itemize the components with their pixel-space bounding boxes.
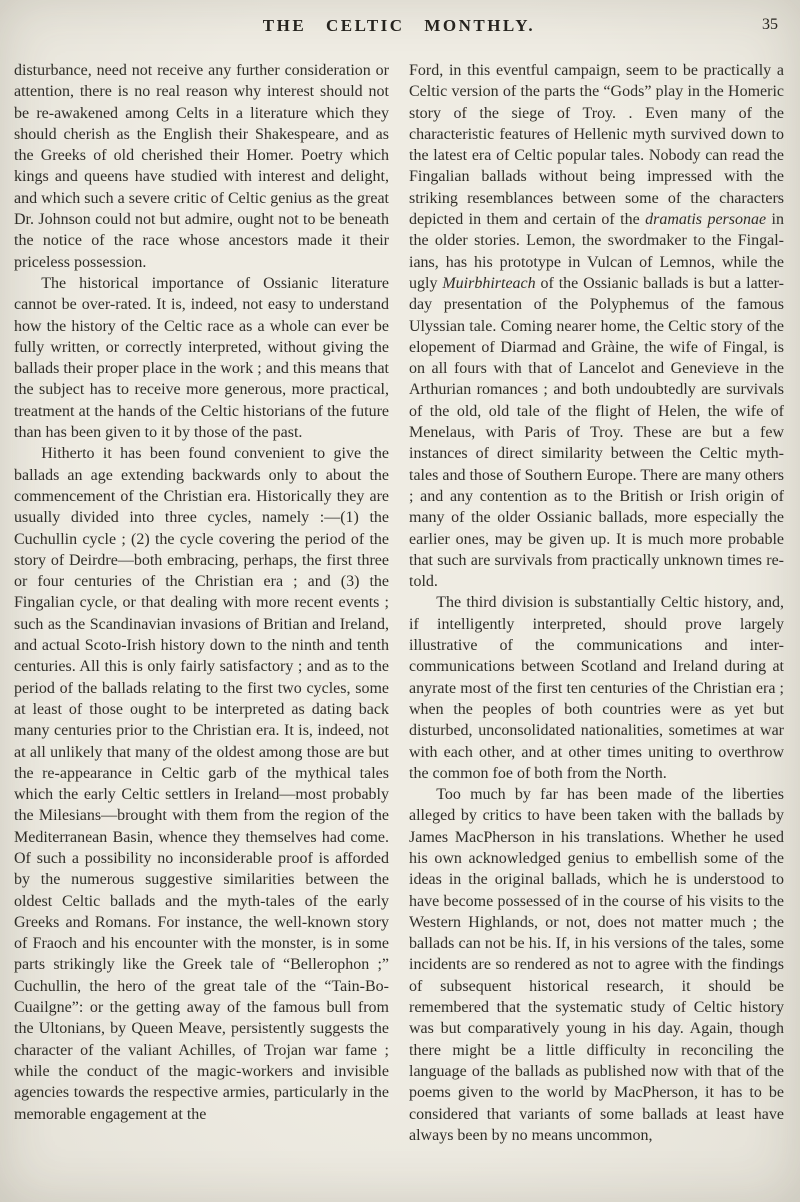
paragraph: The historical importance of Ossianic literature cannot be over-rated. It is, indeed, not easy to understand how the history of the Celtic race as a whole can ever be fully written, or correctly interpreted, without giving the ballads their proper place in the work ; and this means that the subject has to receive more generous, more practical, treatment at the hands of the Celtic historians of the future than has been given to it by those of the past. bbox=[14, 274, 389, 442]
page-title: THE CELTIC MONTHLY. bbox=[262, 16, 536, 35]
article-body bbox=[12, 60, 786, 1146]
column-right bbox=[409, 60, 784, 1146]
paragraph: Too much by far has been made of the liberties alleged by critics to have been taken with the ballads by James MacPherson in his translations. Whether he used his own acknowledged genius to embellish some of the ideas in the original ballads, which he is understood to have become possessed of in the course of his visits to the Western Highlands, or not, does not matter much ; the ballads can not be his. If, in his versions of the tales, some incidents are so rendered as not to agree with the findings of subsequent historical research, it should be remembered that the systematic study of Celtic history was but comparatively young in his day. Again, though there might be a little difficulty in reconciling the language of the ballads as published now with that of the poems given to the world by MacPherson, it has to be considered that variants of some ballads at least have always been by no means uncommon, bbox=[409, 786, 784, 1144]
paragraph: Ford, in this eventful campaign, seem to be practically a Celtic version of the parts the “Gods” play in the Homeric story of the siege of Troy. . Even many of the characteristic features of Hellenic myth survived down to the latest era of Celtic popular tales. Nobody can read the Fingalian ballads without being impressed with the striking resemblances between some of the characters depicted in them and certain of the dramatis personae in the older stories. Lemon, the swordmaker to the Fingalians, has his prototype in Vulcan of Lemnos, while the ugly Muirbhirteach of the Ossianic ballads is but a latter-day presentation of the Polyphemus of the famous Ulyssian tale. Coming nearer home, the Celtic story of the elopement of Diarmad and Gràine, the wife of Fingal, is on all fours with that of Lancelot and Genevieve in the Arthurian romances ; and both undoubtedly are survivals of the old, old tale of the flight of Helen, the wife of Menelaus, with Paris of Troy. These are but a few instances of direct similarity between the Celtic myth-tales and those of Southern Europe. There are many others ; and any contention as to the British or Irish origin of many of the older Ossianic ballads, more especially the earlier ones, may be given up. It is much more probable that such are survivals from practically unknown times re-told. bbox=[409, 62, 785, 591]
page-header bbox=[12, 16, 786, 42]
paragraph: The third division is substantially Celtic history, and, if intelligently interpreted, should prove largely illustrative of the communications and inter-communications between Scotland and Ireland during at anyrate most of the first ten centuries of the Christian era ; when the peoples of both countries were as yet but disturbed, unconsolidated nationalities, sometimes at war with each other, and at other times uniting to overthrow the common foe of both from the North. bbox=[409, 594, 784, 782]
column-left bbox=[14, 60, 389, 1146]
page-number: 35 bbox=[762, 16, 778, 33]
paragraph: Hitherto it has been found convenient to give the ballads an age extending backwards only to about the commencement of the Christian era. Historically they are usually divided into three cycles, namely :—(1) the Cuchullin cycle ; (2) the cycle covering the period of the story of Deirdre—both embracing, perhaps, the first three or four centuries of the Christian era ; and (3) the Fingalian cycle, or that dealing with more recent events ; such as the Scandinavian invasions of Britian and Ireland, and actual Scoto-Irish history down to the ninth and tenth centuries. All this is only fairly satisfactory ; and as to the period of the ballads relating to the first two cycles, some at least of those ought to be interpreted as dating back many centuries prior to the Christian era. It is, indeed, not at all unlikely that many of the oldest among those are but the re-appearance in Celtic garb of the mythical tales which the early Celtic settlers in Ireland—most probably the Milesians—brought with them from the region of the Mediterranean Basin, whence they themselves had come. Of such a possibility no inconsiderable proof is afforded by the numerous suggestive similarities between the oldest Celtic ballads and the myth-tales of the early Greeks and Romans. For instance, the well-known story of Fraoch and his encounter with the monster, is in some parts strikingly like the Greek tale of “Bellerophon ;” Cuchullin, the hero of the great tale of the “Tain-Bo-Cuailgne”: or the getting away of the famous bull from the Ultonians, by Queen Meave, persistently suggests the character of the valiant Achilles, of Trojan war fame ; while the conduct of the magic-workers and invisible agencies towards the respective armies, particularly in the memorable engagement at the bbox=[14, 445, 389, 1123]
paragraph: disturbance, need not receive any further consideration or attention, there is no real reason why interest should not be re-awakened among Celts in a literature which they should cherish as the English their Shakespeare, and as the Greeks of old cherished their Homer. Poetry which kings and queens have studied with interest and delight, and which such a severe critic of Celtic genius as the great Dr. Johnson could not but admire, ought not to be beneath the notice of the race whose ancestors made it their priceless possession. bbox=[14, 62, 389, 271]
